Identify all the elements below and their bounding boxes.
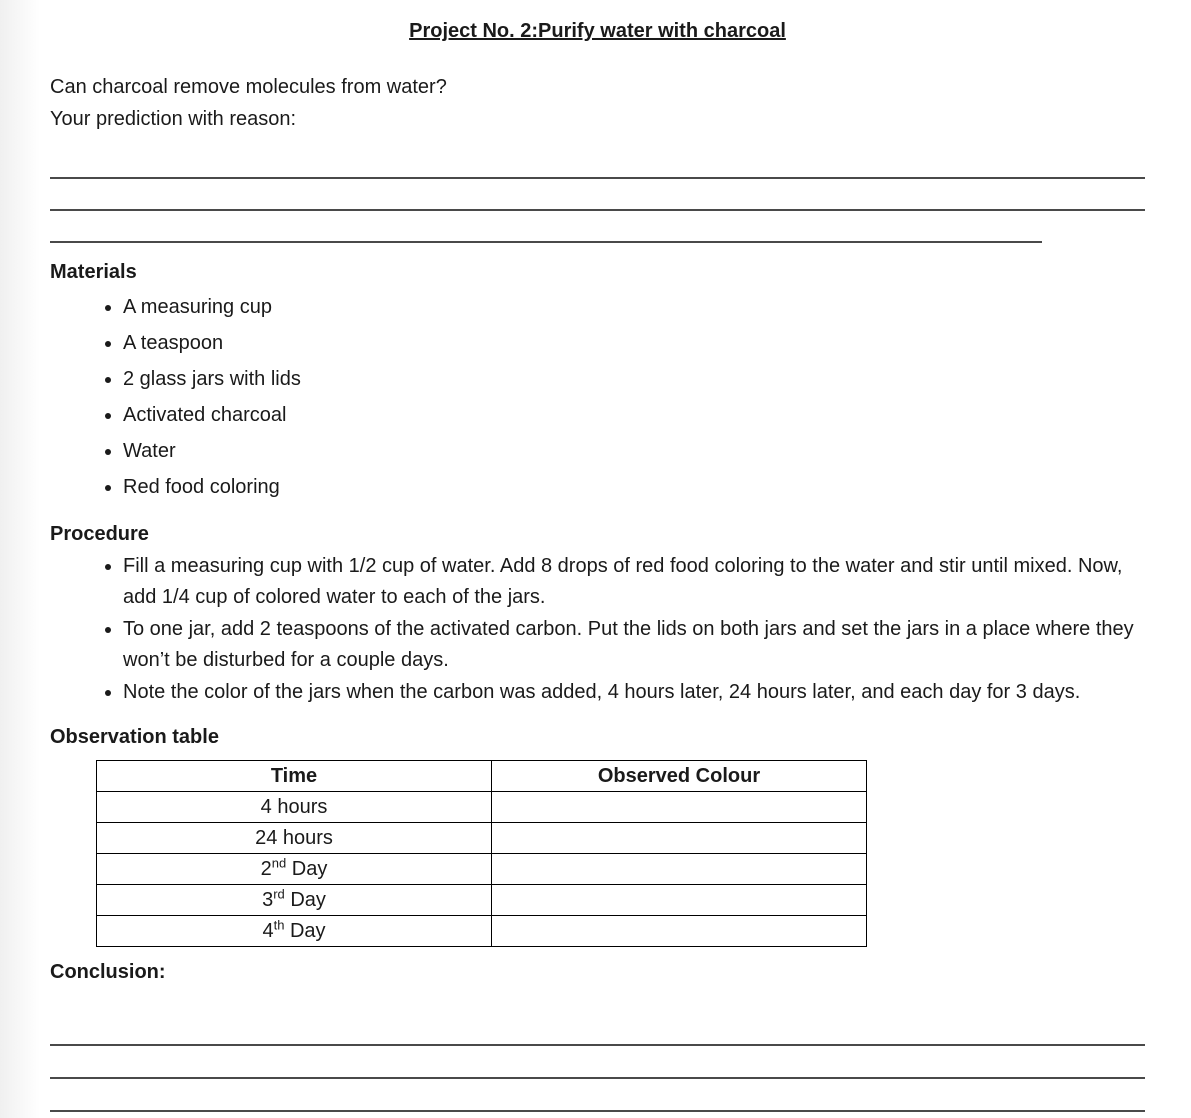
procedure-item: • Fill a measuring cup with 1/2 cup of water. Add 8 drops of red food coloring to the water and stir until mixed. Now, add 1/4 cup of colored water to each of the jars. — [123, 551, 1145, 613]
procedure-item: • Note the color of the jars when the carbon was added, 4 hours later, 24 hours later, and each day for 3 days. — [123, 677, 1145, 708]
time-unit: Day — [284, 919, 326, 942]
observed-cell — [492, 823, 867, 854]
prediction-line — [50, 211, 1042, 243]
observed-cell — [492, 854, 867, 885]
prediction-lines — [50, 147, 1145, 243]
time-cell — [97, 823, 492, 854]
table-row — [97, 792, 867, 823]
time-cell — [97, 885, 492, 916]
material-item: • Activated charcoal — [123, 397, 1145, 433]
ordinal-suffix: th — [273, 916, 285, 932]
header-time: Time — [97, 761, 492, 792]
ordinal-suffix: nd — [271, 854, 287, 870]
table-row — [97, 854, 867, 885]
conclusion-lines — [50, 1013, 1145, 1118]
observation-table — [96, 760, 867, 947]
procedure-heading: Procedure — [50, 523, 149, 545]
ordinal-suffix: rd — [273, 885, 285, 901]
header-observed-colour: Observed Colour — [492, 761, 867, 792]
material-item: • Water — [123, 433, 1145, 469]
prediction-line — [50, 179, 1145, 211]
material-item: • A measuring cup — [123, 289, 1145, 325]
time-unit: Day — [286, 857, 328, 880]
conclusion-line — [50, 1079, 1145, 1112]
procedure-item: • To one jar, add 2 teaspoons of the activated carbon. Put the lids on both jars and set the jars in a place where they won’t be disturbed for a couple days. — [123, 614, 1145, 676]
material-item: • Red food coloring — [123, 469, 1145, 505]
page-title: Project No. 2:Purify water with charcoal — [409, 20, 786, 42]
time-unit: hours — [271, 795, 328, 818]
observed-cell — [492, 792, 867, 823]
time-value: 4 — [260, 795, 272, 818]
table-row — [97, 916, 867, 947]
materials-list — [50, 289, 1145, 505]
time-cell — [97, 916, 492, 947]
time-value: 24 — [255, 826, 278, 849]
table-header-row — [97, 761, 867, 792]
time-value: 4 — [262, 919, 274, 942]
conclusion-heading: Conclusion: — [50, 961, 166, 983]
time-cell — [97, 792, 492, 823]
question-text: Can charcoal remove molecules from water? — [50, 76, 447, 98]
table-row — [97, 823, 867, 854]
table-row — [97, 885, 867, 916]
observation-heading: Observation table — [50, 726, 219, 748]
prediction-line — [50, 147, 1145, 179]
material-item: • 2 glass jars with lids — [123, 361, 1145, 397]
observed-cell — [492, 885, 867, 916]
conclusion-line — [50, 1046, 1145, 1079]
prediction-label: Your prediction with reason: — [50, 108, 297, 130]
time-value: 3 — [262, 888, 274, 911]
time-cell — [97, 854, 492, 885]
time-unit: Day — [284, 888, 326, 911]
time-unit: hours — [277, 826, 333, 849]
conclusion-line — [50, 1112, 1007, 1118]
materials-heading: Materials — [50, 261, 137, 283]
conclusion-line — [50, 1013, 1145, 1046]
time-value: 2 — [260, 857, 272, 880]
material-item: • A teaspoon — [123, 325, 1145, 361]
observed-cell — [492, 916, 867, 947]
procedure-list — [50, 551, 1145, 708]
